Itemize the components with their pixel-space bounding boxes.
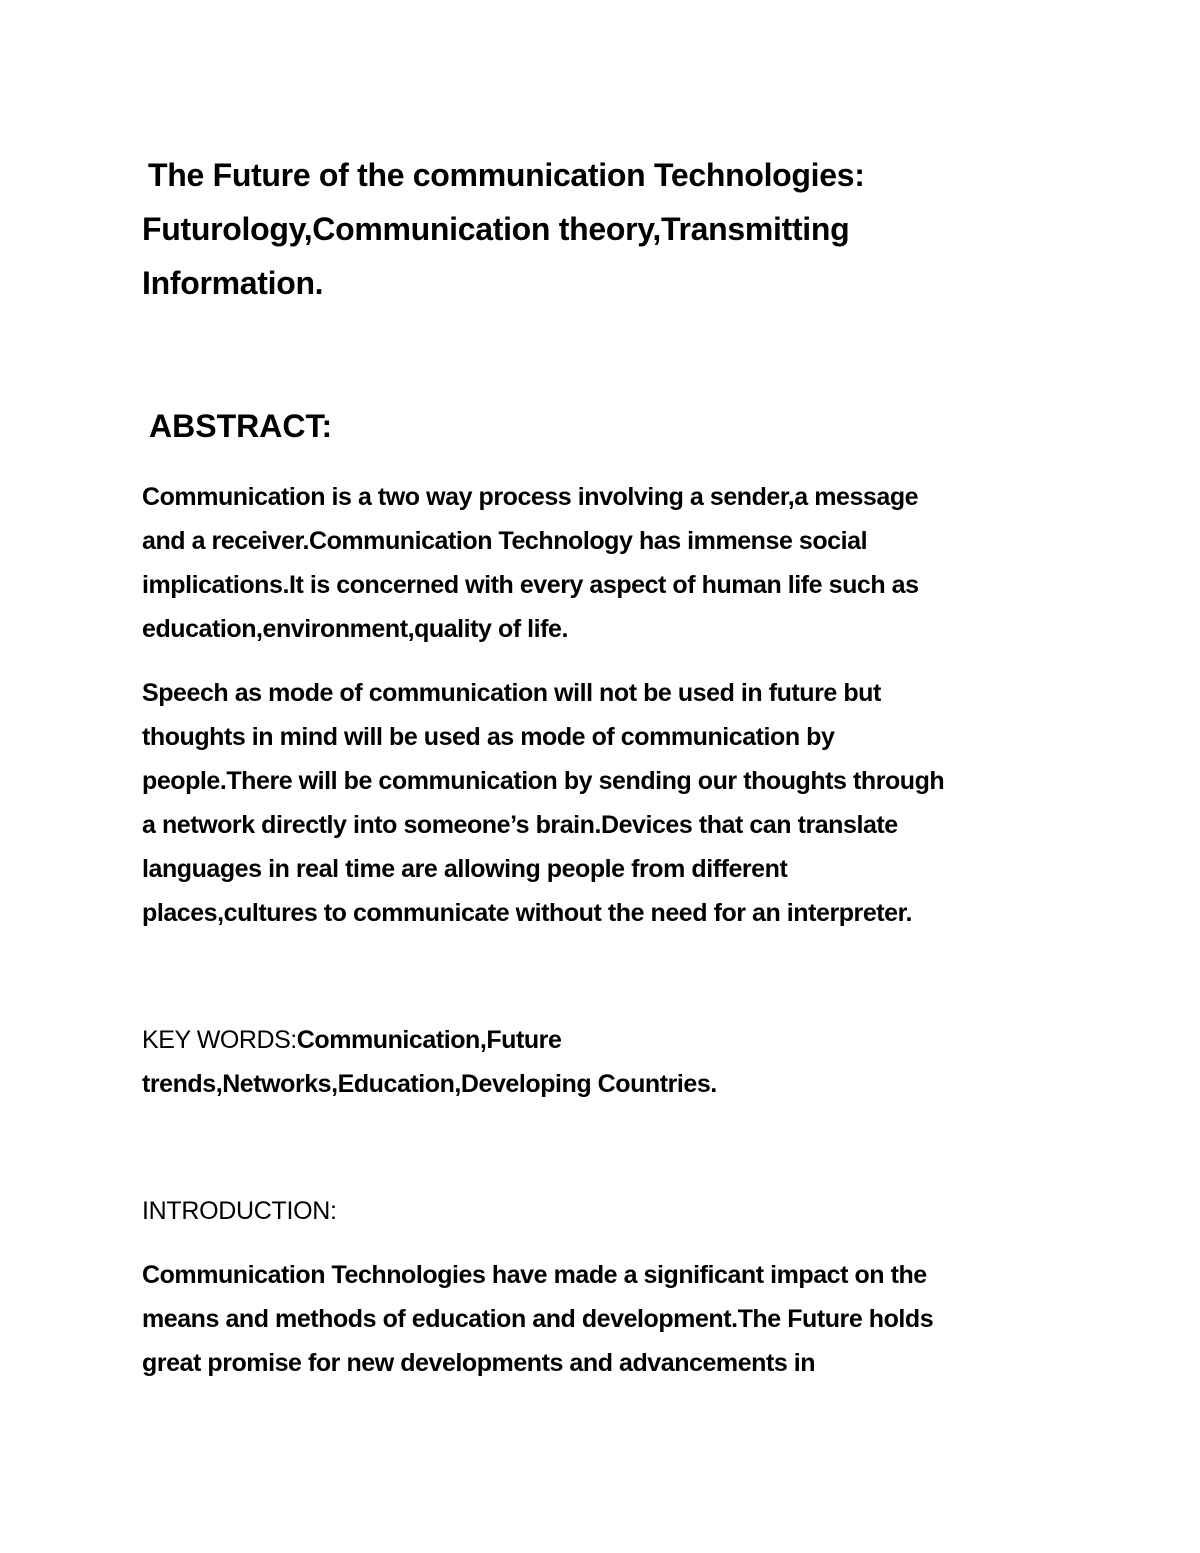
intro-p1-line: Communication Technologies have made a significant impact on the [142,1261,927,1289]
abstract-paragraph-1 [142,475,1072,651]
title-line-2: Futurology,Communication theory,Transmitting [142,211,850,247]
abstract-p1-line: Communication is a two way process involving a sender,a message [142,483,919,511]
keywords-label: KEY WORDS: [142,1026,297,1054]
intro-p1-line: means and methods of education and development.The Future holds [142,1305,934,1333]
introduction-paragraph-1 [142,1253,1072,1385]
abstract-heading: ABSTRACT: [149,408,333,444]
document-title [142,148,1072,310]
abstract-p2-line: Speech as mode of communication will not be used in future but [142,679,881,707]
abstract-p1-line: education,environment,quality of life. [142,615,569,643]
keywords-section [142,1018,1072,1106]
abstract-p2-line: a network directly into someone’s brain.Devices that can translate [142,811,898,839]
introduction-heading: INTRODUCTION: [142,1197,337,1225]
title-line-1: The Future of the communication Technologies: [148,157,865,193]
abstract-p2-line: places,cultures to communicate without the need for an interpreter. [142,899,913,927]
title-line-3: Information. [142,265,324,301]
intro-p1-line: great promise for new developments and advancements in [142,1349,816,1377]
keywords-values: Communication,Future [296,1026,562,1054]
abstract-p1-line: and a receiver.Communication Technology has immense social [142,527,868,555]
abstract-p2-line: people.There will be communication by sending our thoughts through [142,767,945,795]
abstract-p2-line: languages in real time are allowing people from different [142,855,788,883]
keywords-line-1 [142,1018,1072,1062]
keywords-line-2: trends,Networks,Education,Developing Countries. [142,1070,717,1098]
abstract-p2-line: thoughts in mind will be used as mode of communication by [142,723,835,751]
abstract-p1-line: implications.It is concerned with every aspect of human life such as [142,571,919,599]
abstract-paragraph-2 [142,671,1072,935]
